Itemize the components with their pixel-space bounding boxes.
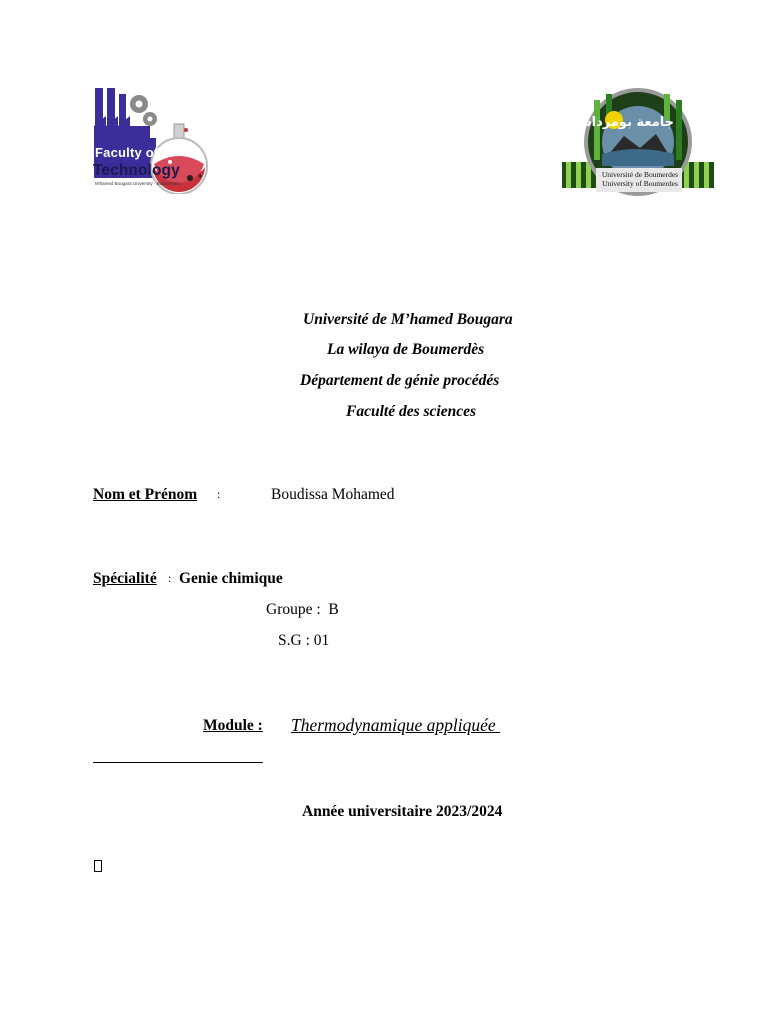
university-of-boumerdes-logo <box>560 86 716 202</box>
university-logo-arabic-text: جامعة بومرداس <box>573 115 674 130</box>
university-name: Université de M’hamed Bougara <box>303 311 513 328</box>
horizontal-rule <box>93 762 263 763</box>
faculty-line: Faculté des sciences <box>346 403 477 420</box>
name-label: Nom et Prénom <box>93 486 198 503</box>
groupe-line: Groupe : B <box>266 601 339 618</box>
speciality-colon: : <box>168 571 172 585</box>
missing-glyph-icon <box>94 860 102 872</box>
sous-groupe-line: S.G : 01 <box>278 632 330 649</box>
module-label: Module : <box>203 717 263 734</box>
faculty-logo-line2: Technology <box>93 162 180 179</box>
name-value: Boudissa Mohamed <box>271 486 395 503</box>
university-logo-english-text: University of Boumerdes <box>602 179 678 188</box>
name-colon: : <box>217 487 221 501</box>
faculty-logo-line1: Faculty of <box>95 145 159 160</box>
module-value: Thermodynamique appliquée <box>291 715 500 735</box>
department-line: Département de génie procédés <box>300 372 500 389</box>
university-logo-french-text: Université de Boumerdes <box>601 170 679 179</box>
wilaya-line: La wilaya de Boumerdès <box>327 341 485 358</box>
faculty-logo-line3: M'hamed Bougara University - Boumerdes <box>95 181 180 186</box>
speciality-label: Spécialité <box>93 570 157 587</box>
academic-year: Année universitaire 2023/2024 <box>302 803 503 820</box>
speciality-value: Genie chimique <box>179 570 283 587</box>
faculty-of-technology-logo <box>92 86 210 194</box>
